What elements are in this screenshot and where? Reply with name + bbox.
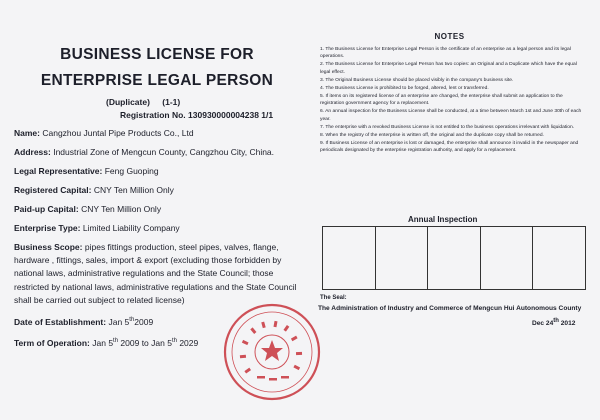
enterprise-type-row: [14, 223, 300, 234]
copy-number: (1-1): [162, 97, 181, 107]
term-value: Jan 5th 2009 to Jan 5th 2029: [92, 337, 199, 348]
inspection-cell: [533, 227, 585, 289]
notes-title: NOTES: [434, 32, 465, 41]
note-item: 1. The Business License for Enterprise Legal Person is the certificate of an enterprise as a legal person and its legal operations.: [320, 47, 571, 60]
inspection-cell: [323, 227, 376, 289]
legal-rep-label: Legal Representative:: [14, 166, 103, 176]
note-item: 9. If Business License of an enterprise is lost or damaged, the enterprise shall announce it invalid in the newspaper and periodicals designated by the enterprise registration authority, and apply for a replacement.: [320, 140, 579, 154]
enterprise-type-value: Limited Liability Company: [82, 223, 180, 233]
legal-rep-value: Feng Guoping: [104, 166, 159, 176]
annual-inspection-grid: [322, 226, 586, 290]
address-row: [14, 147, 300, 158]
annual-inspection-title: Annual Inspection: [408, 215, 478, 224]
business-scope-label: Business Scope:: [14, 242, 83, 252]
duplicate-line: [14, 97, 300, 107]
paid-capital-label: Paid-up Capital:: [14, 204, 79, 214]
enterprise-type-label: Enterprise Type:: [14, 223, 81, 233]
business-scope-row: [14, 241, 300, 307]
note-item: 3. The Original Business License should be placed visibly in the company's business site.: [320, 77, 514, 83]
issuing-authority: The Administration of Industry and Commerce of Mengcun Hui Autonomous County: [318, 305, 582, 312]
notes-panel: [312, 32, 587, 155]
business-scope-value: pipes fittings production, steel pipes, valves, flange, hardware , fittings, sales, import & export (excluding those forbidden by national laws, administrative regulations and the State Council; those restricted by national laws, administrative regulations and the State Council shall be carried out subject to related license): [14, 242, 297, 305]
note-item: 7. The enterprise with a revoked Business License is not entitled to the business operations irrelevant with liquidation.: [320, 124, 575, 130]
notes-list: [312, 46, 587, 155]
registration-line: [14, 110, 300, 120]
inspection-cell: [376, 227, 429, 289]
registered-capital-label: Registered Capital:: [14, 185, 92, 195]
name-label: Name:: [14, 128, 40, 138]
note-item: 6. An annual inspection for the Business License shall be conducted, at a time between March 1st and June 30th of each year.: [320, 109, 582, 122]
establishment-label: Date of Establishment:: [14, 316, 107, 327]
registered-capital-value: CNY Ten Million Only: [93, 185, 174, 195]
official-seal-stamp: [222, 302, 322, 402]
registration-label: Registration No.: [120, 110, 186, 120]
address-label: Address:: [14, 147, 51, 157]
duplicate-text: (Duplicate): [106, 97, 150, 107]
inspection-cell: [428, 227, 481, 289]
company-name: Cangzhou Juntal Pipe Products Co., Ltd: [42, 128, 194, 138]
title-line-2: ENTERPRISE LEGAL PERSON: [40, 72, 274, 89]
address-value: Industrial Zone of Mengcun County, Cangzhou City, China.: [53, 147, 275, 157]
paid-capital-value: CNY Ten Million Only: [81, 204, 162, 214]
term-label: Term of Operation:: [14, 337, 90, 348]
issue-date: Dec 24th 2012: [532, 318, 576, 328]
registered-capital-row: [14, 185, 300, 196]
note-item: 5. If items on its registered license of an enterprise are changed, the enterprise shall submit an application to the registration government agency for a replacement.: [320, 93, 563, 107]
inspection-cell: [481, 227, 534, 289]
note-item: 8. When the registry of the enterprise is written off, the original and the duplicate copy shall be returned.: [320, 132, 544, 138]
note-item: 2. The Business License for Enterprise Legal Person has two copies: an Original and a Duplicate which have the equal legal effect.: [320, 62, 577, 75]
registration-number: 130930000004238 1/1: [188, 110, 274, 120]
legal-rep-row: [14, 166, 300, 177]
note-item: 4. The Business License is prohibited to be forged, altered, lent or transferred.: [320, 85, 489, 91]
seal-label: The Seal:: [320, 295, 347, 301]
paid-capital-row: [14, 204, 300, 215]
establishment-date: Jan 5th2009: [108, 316, 154, 327]
title-line-1: BUSINESS LICENSE FOR: [60, 46, 254, 63]
company-name-row: [14, 128, 300, 139]
